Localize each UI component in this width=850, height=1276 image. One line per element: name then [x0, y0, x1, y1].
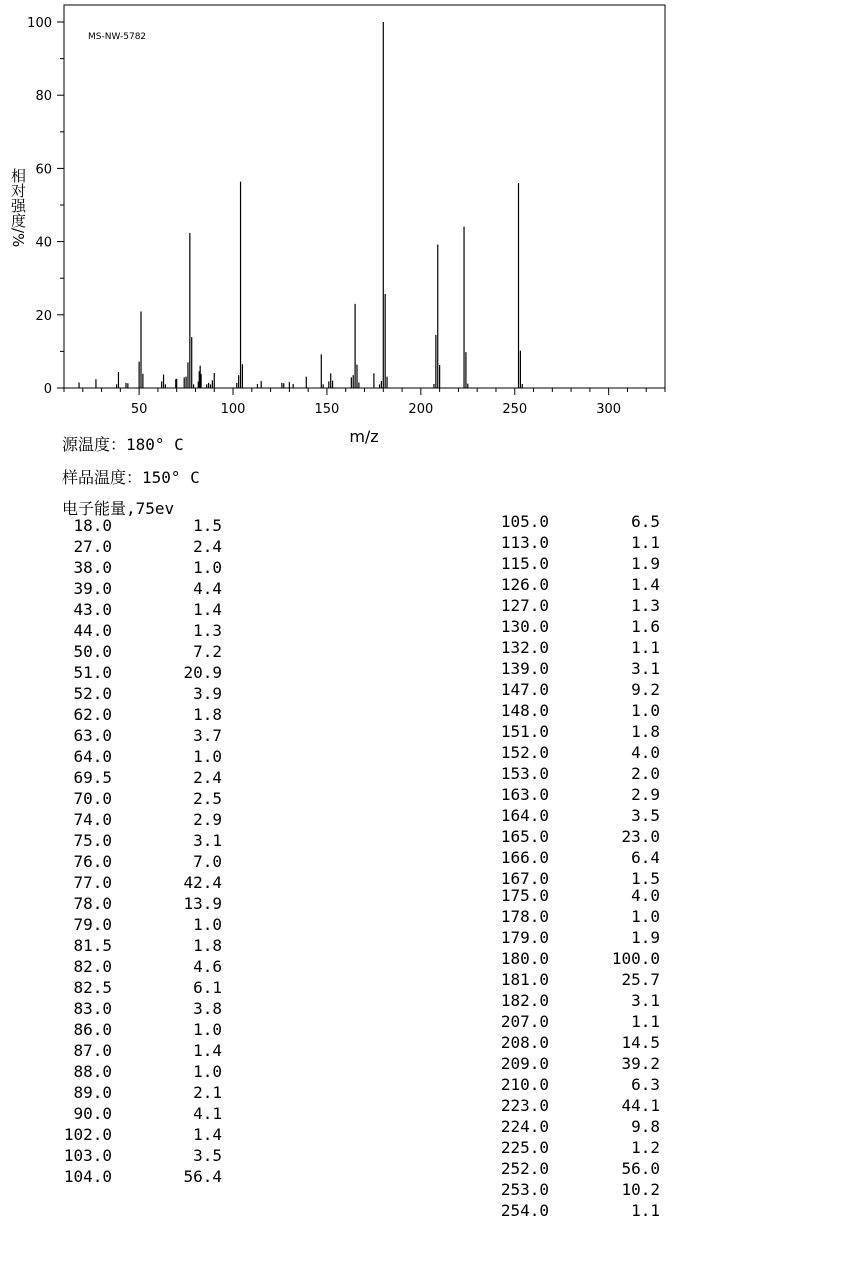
y-tick-label: 20	[35, 308, 52, 324]
mz-value: 82.0	[73, 957, 112, 976]
mz-value: 253.0	[500, 1180, 549, 1199]
abundance-value: 2.4	[193, 768, 222, 787]
table-row	[56, 641, 222, 662]
y-tick-label: 100	[27, 16, 52, 31]
mz-value: 210.0	[500, 1075, 549, 1094]
table-row	[493, 1053, 660, 1074]
abundance-value: 2.9	[193, 810, 222, 829]
mz-value: 83.0	[73, 999, 112, 1018]
table-row	[493, 595, 660, 616]
y-axis	[27, 16, 64, 397]
table-row	[56, 1145, 222, 1166]
abundance-value: 1.0	[193, 558, 222, 577]
abundance-value: 2.1	[193, 1083, 222, 1102]
mz-value: 153.0	[500, 764, 549, 783]
abundance-value: 1.6	[631, 617, 660, 636]
table-row	[56, 809, 222, 830]
mz-value: 178.0	[500, 907, 549, 926]
mz-value: 18.0	[73, 516, 112, 535]
abundance-value: 6.3	[631, 1075, 660, 1094]
abundance-value: 2.9	[631, 785, 660, 804]
table-row	[56, 788, 222, 809]
table-row	[493, 637, 660, 658]
mz-value: 182.0	[500, 991, 549, 1010]
table-row	[56, 1124, 222, 1145]
plot-frame	[64, 5, 665, 388]
mz-value: 209.0	[500, 1054, 549, 1073]
table-row	[493, 906, 660, 927]
mz-value: 127.0	[500, 596, 549, 615]
abundance-value: 20.9	[183, 663, 222, 682]
abundance-value: 14.5	[621, 1033, 660, 1052]
table-row	[56, 557, 222, 578]
y-tick-label: 60	[35, 162, 52, 178]
table-row	[493, 1032, 660, 1053]
mz-value: 39.0	[73, 579, 112, 598]
abundance-value: 1.1	[631, 1201, 660, 1220]
table-row	[493, 1158, 660, 1179]
table-row	[493, 700, 660, 721]
electron-energy: 电子能量,75ev	[62, 499, 175, 518]
abundance-value: 3.1	[193, 831, 222, 850]
abundance-value: 3.9	[193, 684, 222, 703]
table-row	[56, 1103, 222, 1124]
table-row	[493, 553, 660, 574]
mz-value: 207.0	[500, 1012, 549, 1031]
mz-value: 175.0	[500, 886, 549, 905]
table-row	[56, 683, 222, 704]
abundance-value: 2.4	[193, 537, 222, 556]
mz-value: 179.0	[500, 928, 549, 947]
abundance-value: 1.3	[193, 621, 222, 640]
x-tick-label: 100	[220, 402, 246, 417]
abundance-value: 4.0	[631, 743, 660, 762]
table-row	[493, 969, 660, 990]
abundance-value: 23.0	[621, 827, 660, 846]
table-row	[56, 998, 222, 1019]
abundance-value: 1.9	[631, 928, 660, 947]
table-row	[493, 1011, 660, 1032]
table-row	[493, 511, 660, 532]
abundance-value: 1.8	[193, 936, 222, 955]
mz-value: 126.0	[500, 575, 549, 594]
mz-value: 52.0	[73, 684, 112, 703]
mz-value: 147.0	[500, 680, 549, 699]
table-row	[56, 1166, 222, 1187]
table-row	[493, 616, 660, 637]
mz-value: 79.0	[73, 915, 112, 934]
abundance-value: 1.0	[631, 907, 660, 926]
table-row	[493, 532, 660, 553]
table-row	[56, 851, 222, 872]
table-row	[56, 956, 222, 977]
table-row	[493, 826, 660, 847]
table-row	[56, 914, 222, 935]
spectrum-code: MS-NW-5782	[88, 32, 147, 42]
abundance-value: 6.1	[193, 978, 222, 997]
table-row	[56, 725, 222, 746]
table-row	[56, 746, 222, 767]
mz-value: 139.0	[500, 659, 549, 678]
mz-value: 86.0	[73, 1020, 112, 1039]
abundance-value: 7.2	[193, 642, 222, 661]
table-row	[493, 658, 660, 679]
mz-value: 167.0	[500, 869, 549, 888]
y-tick-label: 40	[35, 235, 52, 251]
mz-value: 148.0	[500, 701, 549, 720]
table-row	[493, 574, 660, 595]
abundance-value: 1.8	[631, 722, 660, 741]
mz-value: 78.0	[73, 894, 112, 913]
abundance-value: 4.1	[193, 1104, 222, 1123]
mz-value: 81.5	[73, 936, 112, 955]
abundance-value: 1.0	[193, 915, 222, 934]
table-row	[493, 1137, 660, 1158]
mz-value: 90.0	[73, 1104, 112, 1123]
abundance-value: 56.0	[621, 1159, 660, 1178]
table-row	[493, 948, 660, 969]
abundance-value: 7.0	[193, 852, 222, 871]
abundance-value: 1.0	[193, 1062, 222, 1081]
table-row	[56, 704, 222, 725]
x-tick-label: 300	[596, 402, 622, 417]
abundance-value: 10.2	[621, 1180, 660, 1199]
abundance-value: 3.7	[193, 726, 222, 745]
table-row	[493, 763, 660, 784]
mz-value: 69.5	[73, 768, 112, 787]
abundance-value: 3.1	[631, 659, 660, 678]
table-row	[493, 1200, 660, 1221]
abundance-value: 1.3	[631, 596, 660, 615]
table-row	[493, 1074, 660, 1095]
mz-value: 225.0	[500, 1138, 549, 1157]
table-row	[56, 662, 222, 683]
abundance-value: 25.7	[621, 970, 660, 989]
x-axis-label: m/z	[349, 427, 379, 446]
mz-value: 87.0	[73, 1041, 112, 1060]
source-temperature: 源温度：180° C	[62, 435, 184, 454]
x-tick-label: 50	[130, 402, 148, 417]
mz-value: 130.0	[500, 617, 549, 636]
abundance-value: 4.4	[193, 579, 222, 598]
table-row	[493, 679, 660, 700]
table-row	[56, 767, 222, 788]
abundance-value: 1.4	[193, 1041, 222, 1060]
mz-value: 164.0	[500, 806, 549, 825]
abundance-value: 1.1	[631, 533, 660, 552]
mz-value: 104.0	[63, 1167, 112, 1186]
mz-value: 165.0	[500, 827, 549, 846]
mz-value: 75.0	[73, 831, 112, 850]
table-row	[493, 721, 660, 742]
mz-value: 151.0	[500, 722, 549, 741]
peak-bars	[79, 22, 522, 388]
abundance-value: 3.1	[631, 991, 660, 1010]
mz-value: 43.0	[73, 600, 112, 619]
abundance-value: 1.0	[631, 701, 660, 720]
mz-value: 105.0	[500, 512, 549, 531]
mz-value: 224.0	[500, 1117, 549, 1136]
mz-value: 166.0	[500, 848, 549, 867]
table-row	[56, 830, 222, 851]
abundance-value: 1.1	[631, 638, 660, 657]
abundance-value: 3.5	[193, 1146, 222, 1165]
table-row	[56, 1082, 222, 1103]
table-row	[493, 805, 660, 826]
mz-value: 113.0	[500, 533, 549, 552]
mz-value: 62.0	[73, 705, 112, 724]
table-row	[493, 1116, 660, 1137]
mz-value: 181.0	[500, 970, 549, 989]
abundance-value: 1.5	[193, 516, 222, 535]
abundance-value: 1.4	[193, 1125, 222, 1144]
mz-value: 44.0	[73, 621, 112, 640]
mz-value: 70.0	[73, 789, 112, 808]
abundance-value: 6.5	[631, 512, 660, 531]
y-tick-label: 80	[35, 89, 52, 105]
abundance-value: 1.4	[193, 600, 222, 619]
table-row	[56, 578, 222, 599]
abundance-value: 3.8	[193, 999, 222, 1018]
abundance-value: 9.2	[631, 680, 660, 699]
table-row	[56, 893, 222, 914]
mz-value: 163.0	[500, 785, 549, 804]
mz-value: 27.0	[73, 537, 112, 556]
y-axis-label-text: 相对强度/%	[9, 168, 27, 248]
mz-value: 89.0	[73, 1083, 112, 1102]
mz-value: 50.0	[73, 642, 112, 661]
y-tick-label: 0	[43, 382, 52, 397]
abundance-value: 1.9	[631, 554, 660, 573]
abundance-value: 3.5	[631, 806, 660, 825]
abundance-value: 4.0	[631, 886, 660, 905]
table-row	[493, 927, 660, 948]
sample-temperature: 样品温度：150° C	[62, 468, 200, 487]
mz-value: 88.0	[73, 1062, 112, 1081]
y-axis-label	[9, 168, 27, 247]
abundance-value: 1.5	[631, 869, 660, 888]
mz-value: 64.0	[73, 747, 112, 766]
abundance-value: 42.4	[183, 873, 222, 892]
mz-value: 152.0	[500, 743, 549, 762]
abundance-value: 1.8	[193, 705, 222, 724]
table-row	[56, 977, 222, 998]
abundance-value: 1.2	[631, 1138, 660, 1157]
table-row	[56, 536, 222, 557]
abundance-value: 44.1	[621, 1096, 660, 1115]
x-tick-label: 200	[408, 402, 434, 417]
mz-value: 180.0	[500, 949, 549, 968]
abundance-value: 39.2	[621, 1054, 660, 1073]
mz-value: 38.0	[73, 558, 112, 577]
abundance-value: 100.0	[611, 949, 660, 968]
abundance-value: 2.0	[631, 764, 660, 783]
mz-value: 223.0	[500, 1096, 549, 1115]
table-row	[56, 872, 222, 893]
mz-value: 77.0	[73, 873, 112, 892]
table-row	[493, 847, 660, 868]
mz-value: 252.0	[500, 1159, 549, 1178]
mz-value: 103.0	[63, 1146, 112, 1165]
mz-value: 82.5	[73, 978, 112, 997]
table-row	[56, 935, 222, 956]
abundance-value: 1.1	[631, 1012, 660, 1031]
abundance-value: 9.8	[631, 1117, 660, 1136]
mz-value: 132.0	[500, 638, 549, 657]
mz-value: 208.0	[500, 1033, 549, 1052]
table-row	[56, 1061, 222, 1082]
table-row	[56, 1040, 222, 1061]
x-tick-label: 250	[502, 402, 528, 417]
abundance-value: 56.4	[183, 1167, 222, 1186]
abundance-value: 1.0	[193, 1020, 222, 1039]
abundance-value: 6.4	[631, 848, 660, 867]
mz-value: 74.0	[73, 810, 112, 829]
table-row	[493, 1179, 660, 1200]
abundance-value: 2.5	[193, 789, 222, 808]
x-axis	[64, 388, 665, 417]
table-row	[56, 620, 222, 641]
mass-spectrum-chart	[0, 0, 850, 460]
mz-value: 76.0	[73, 852, 112, 871]
mz-value: 51.0	[73, 663, 112, 682]
abundance-value: 4.6	[193, 957, 222, 976]
mz-value: 115.0	[500, 554, 549, 573]
table-row	[56, 515, 222, 536]
x-tick-label: 150	[314, 402, 340, 417]
table-row	[493, 885, 660, 906]
mz-value: 63.0	[73, 726, 112, 745]
table-row	[493, 742, 660, 763]
mz-value: 102.0	[63, 1125, 112, 1144]
table-row	[56, 1019, 222, 1040]
mz-value: 254.0	[500, 1201, 549, 1220]
abundance-value: 1.0	[193, 747, 222, 766]
table-row	[493, 990, 660, 1011]
table-row	[493, 1095, 660, 1116]
table-row	[56, 599, 222, 620]
abundance-value: 1.4	[631, 575, 660, 594]
abundance-value: 13.9	[183, 894, 222, 913]
table-row	[493, 784, 660, 805]
